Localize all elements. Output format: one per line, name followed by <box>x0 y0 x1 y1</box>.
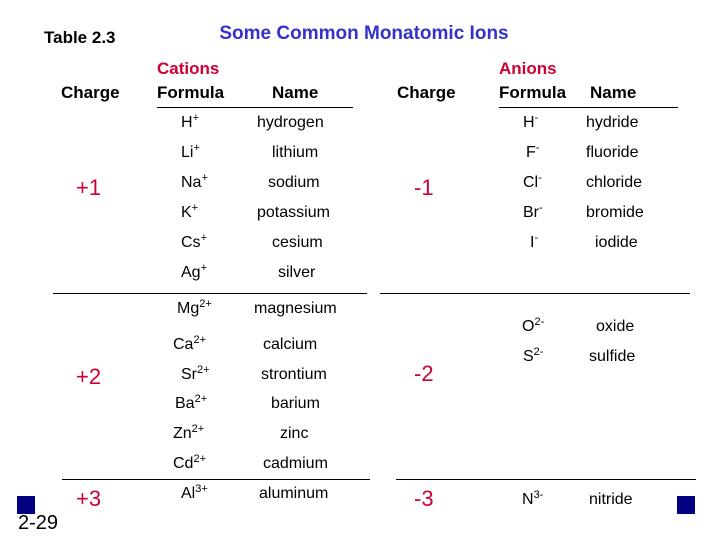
anions-section-label: Anions <box>499 59 557 78</box>
slide-title: Some Common Monatomic Ions <box>219 23 509 44</box>
ion-name: hydrogen <box>257 114 324 131</box>
ion-formula: $S^{2-}$ <box>523 346 544 365</box>
ion-name: oxide <box>596 318 635 335</box>
cations-section-label: Cations <box>157 59 220 78</box>
anions-formula-header: Formula <box>499 83 567 102</box>
cation-charge-label: +3 <box>76 486 102 511</box>
anions-name-header: Name <box>590 83 637 102</box>
cations-group-divider-2 <box>62 479 370 480</box>
ion-formula: F- <box>526 142 540 161</box>
cations-charge-header: Charge <box>61 83 120 102</box>
ion-formula: $Mg^{2+}$ <box>177 298 212 317</box>
ion-name: cadmium <box>263 455 328 472</box>
ion-formula: $N^{3-}$ <box>522 489 544 508</box>
ion-name: zinc <box>280 425 309 442</box>
ion-name: sulfide <box>589 348 636 365</box>
ion-formula: Cs+ <box>181 232 207 251</box>
ion-formula: Cl- <box>523 172 542 191</box>
cation-charge-label: +2 <box>76 364 102 389</box>
ion-name: aluminum <box>259 485 329 502</box>
ion-formula: I- <box>530 232 539 251</box>
ion-formula: K+ <box>181 202 199 221</box>
ion-name: bromide <box>586 204 644 221</box>
ion-name: magnesium <box>254 300 337 317</box>
ion-name: iodide <box>595 234 638 251</box>
decorative-square-right <box>677 496 695 514</box>
ion-formula: $Ba^{2+}$ <box>175 393 208 412</box>
ion-formula: $Al^{3+}$ <box>181 483 208 502</box>
ion-formula: $Cd^{2+}$ <box>173 453 206 472</box>
ion-name: barium <box>271 395 320 412</box>
ion-name: strontium <box>261 366 327 383</box>
cations-name-header: Name <box>272 83 319 102</box>
ion-formula: H+ <box>181 112 199 131</box>
anion-charge-label: -2 <box>414 361 434 386</box>
cations-header-rule <box>157 107 353 108</box>
ion-formula: Li+ <box>181 142 200 161</box>
anions-header-rule <box>499 107 678 108</box>
table-label: Table 2.3 <box>44 28 116 47</box>
ion-name: potassium <box>257 204 330 221</box>
slide-number: 2-29 <box>18 512 59 534</box>
ion-name: silver <box>278 264 316 281</box>
ion-name: fluoride <box>586 144 639 161</box>
ion-name: chloride <box>586 174 643 191</box>
ion-formula: Br- <box>523 202 543 221</box>
ion-name: cesium <box>272 234 323 251</box>
ion-name: calcium <box>263 336 318 353</box>
ion-formula: Na+ <box>181 172 208 191</box>
ion-formula: H- <box>523 112 539 131</box>
ion-name: nitride <box>589 491 633 508</box>
ion-name: sodium <box>268 174 320 191</box>
ion-formula: $O^{2-}$ <box>522 316 545 335</box>
anions-charge-header: Charge <box>397 83 456 102</box>
ion-name: lithium <box>272 144 319 161</box>
anion-charge-label: -3 <box>414 486 434 511</box>
ion-name: hydride <box>586 114 639 131</box>
cations-formula-header: Formula <box>157 83 225 102</box>
anions-group-divider-1 <box>380 293 690 294</box>
ion-formula: Ag+ <box>181 262 208 281</box>
cation-charge-label: +1 <box>76 175 102 200</box>
ion-formula: $Ca^{2+}$ <box>173 334 206 353</box>
cations-group-divider-1 <box>53 293 367 294</box>
ion-formula: $Zn^{2+}$ <box>173 423 205 442</box>
ion-formula: $Sr^{2+}$ <box>181 364 210 383</box>
anions-group-divider-2 <box>396 479 696 480</box>
anion-charge-label: -1 <box>414 175 434 200</box>
